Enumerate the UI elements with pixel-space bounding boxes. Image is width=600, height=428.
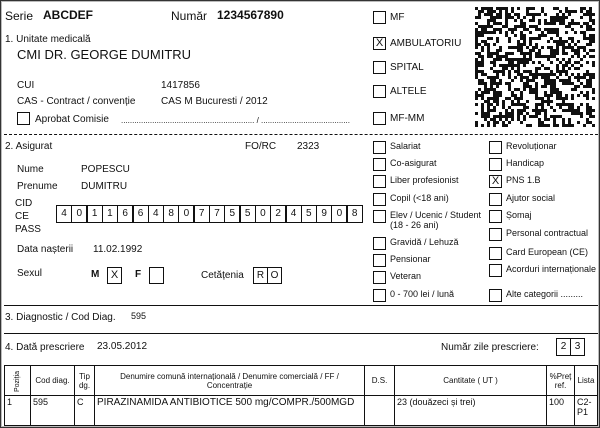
- category-item[interactable]: [373, 271, 483, 284]
- sex-f-checkbox[interactable]: [149, 267, 164, 284]
- col-header-denumire: Denumire comună internațională / Denumire comercială / FF / Concentrație: [95, 366, 365, 396]
- category-item[interactable]: [373, 175, 483, 188]
- serie-label: Serie: [5, 9, 34, 23]
- category-item[interactable]: [489, 264, 597, 277]
- sex-label: Sexul: [17, 268, 43, 279]
- pass-label: PASS: [15, 224, 41, 235]
- cell-pret-ref: 100: [547, 396, 575, 426]
- col-header-cod-diag: Cod diag.: [31, 366, 75, 396]
- cnp-digit: 5: [240, 205, 256, 223]
- table-header-row: [5, 366, 598, 396]
- citizenship-r-box[interactable]: R: [253, 267, 268, 284]
- category-item[interactable]: [373, 289, 483, 302]
- category-item[interactable]: [489, 158, 597, 171]
- table-row[interactable]: [5, 396, 598, 426]
- category-checkbox[interactable]: [373, 141, 386, 154]
- firstname-label: Prenume: [17, 181, 58, 192]
- category-label: Ajutor social: [506, 193, 556, 203]
- cnp-digit: 7: [209, 205, 225, 223]
- cnp-digit: 4: [286, 205, 302, 223]
- cell-tip-dg: C: [75, 396, 95, 426]
- category-checkbox[interactable]: [373, 237, 386, 250]
- numar-value: 1234567890: [217, 8, 284, 22]
- category-checkbox[interactable]: [373, 210, 386, 223]
- category-label: Revoluționar: [506, 141, 557, 151]
- category-label: PNS 1.B: [506, 175, 541, 185]
- category-item[interactable]: [373, 237, 483, 250]
- category-item[interactable]: [489, 228, 597, 241]
- category-checkbox[interactable]: [373, 193, 386, 206]
- barcode-2d-icon: [475, 7, 595, 127]
- birth-value: 11.02.1992: [93, 244, 143, 255]
- forc-value: 2323: [297, 141, 320, 152]
- insured-section-label: 2. Asigurat: [5, 141, 53, 152]
- unit-section-label: 1. Unitate medicală: [5, 34, 91, 45]
- category-checkbox[interactable]: [373, 158, 386, 171]
- category-item[interactable]: [489, 210, 597, 223]
- cell-cod-diag: 595: [31, 396, 75, 426]
- birth-label: Data nașterii: [17, 244, 74, 255]
- name-label: Nume: [17, 164, 44, 175]
- category-checkbox[interactable]: [489, 193, 502, 206]
- category-label: 0 - 700 lei / lună: [390, 289, 455, 299]
- cnp-digit: 0: [71, 205, 87, 223]
- numar-label: Număr: [171, 9, 208, 23]
- facility-mfmm-label: MF-MM: [390, 113, 425, 124]
- category-checkbox[interactable]: [489, 247, 502, 260]
- cnp-digit: 6: [133, 205, 149, 223]
- category-checkbox[interactable]: [489, 289, 502, 302]
- cas-label: CAS - Contract / convenție: [17, 96, 136, 107]
- cnp-digit: 2: [270, 205, 286, 223]
- category-label: Pensionar: [390, 254, 431, 264]
- category-label: Card European (CE): [506, 247, 589, 257]
- col-header-pret-ref: %Preț ref.: [547, 366, 575, 396]
- category-label: Gravidă / Lehuză: [390, 237, 459, 247]
- cnp-digit: 4: [148, 205, 164, 223]
- category-checkbox[interactable]: X: [489, 175, 502, 188]
- sex-m-checkbox[interactable]: X: [107, 267, 122, 284]
- category-item[interactable]: [373, 158, 483, 171]
- firstname-value: DUMITRU: [81, 181, 128, 192]
- cnp-digit: 0: [255, 205, 271, 223]
- prescription-date-value: 23.05.2012: [97, 341, 148, 352]
- ce-label: CE: [15, 211, 29, 222]
- col-header-tip-dg: Tip dg.: [75, 366, 95, 396]
- category-item[interactable]: [489, 193, 597, 206]
- citizenship-o-box[interactable]: O: [267, 267, 282, 284]
- category-checkbox[interactable]: [373, 271, 386, 284]
- cnp-digit: 5: [224, 205, 240, 223]
- category-item[interactable]: [373, 254, 483, 267]
- category-item[interactable]: [373, 193, 483, 206]
- category-checkbox[interactable]: [373, 175, 386, 188]
- prescription-date-label: 4. Dată prescriere: [5, 342, 85, 353]
- cnp-digit: 1: [87, 205, 103, 223]
- cnp-digit: 6: [117, 205, 133, 223]
- facility-mf-checkbox[interactable]: [373, 11, 386, 24]
- category-checkbox[interactable]: [373, 289, 386, 302]
- days-digit-2[interactable]: 3: [570, 338, 585, 356]
- sex-m-label: M: [91, 269, 100, 280]
- cell-ds: [365, 396, 395, 426]
- category-checkbox[interactable]: [489, 264, 502, 277]
- cnp-digit: 7: [194, 205, 210, 223]
- citizenship-label: Cetățenia: [201, 270, 244, 281]
- category-label: Elev / Ucenic / Student (18 - 26 ani): [390, 210, 482, 230]
- category-item[interactable]: [373, 210, 485, 230]
- col-header-lista: Lista: [575, 366, 598, 396]
- cnp-digit: 4: [56, 205, 72, 223]
- approved-checkbox[interactable]: [17, 112, 30, 125]
- category-label: Handicap: [506, 158, 545, 168]
- category-label: Copil (<18 ani): [390, 193, 449, 203]
- cell-position: 1: [5, 396, 31, 426]
- cnp-digit: 0: [331, 205, 347, 223]
- category-label: Personal contractual: [506, 228, 589, 238]
- cnp-digit: 0: [178, 205, 194, 223]
- facility-ambulatoriu-checkbox[interactable]: X: [373, 37, 386, 50]
- cui-label: CUI: [17, 80, 35, 91]
- category-label: Co-asigurat: [390, 158, 437, 168]
- category-checkbox[interactable]: [489, 210, 502, 223]
- facility-altele-checkbox[interactable]: [373, 85, 386, 98]
- facility-mf-label: MF: [390, 12, 405, 23]
- category-item[interactable]: [489, 141, 597, 154]
- sex-f-label: F: [135, 269, 142, 280]
- category-checkbox[interactable]: [489, 141, 502, 154]
- prescription-days-label: Număr zile prescriere:: [441, 342, 539, 353]
- cui-value: 1417856: [161, 80, 200, 91]
- facility-altele-label: ALTELE: [390, 86, 427, 97]
- cnp-digit: 8: [347, 205, 363, 223]
- col-header-ds: D.S.: [365, 366, 395, 396]
- name-value: POPESCU: [81, 164, 130, 175]
- category-label: Acorduri internaționale: [506, 264, 597, 274]
- facility-mfmm-checkbox[interactable]: [373, 112, 386, 125]
- category-item[interactable]: [489, 247, 597, 260]
- category-label: Veteran: [390, 271, 422, 281]
- divider-1: [4, 134, 598, 135]
- cell-quantity: 23 (douăzeci și trei): [395, 396, 547, 426]
- unit-name: CMI DR. GEORGE DUMITRU: [17, 47, 192, 62]
- serie-value: ABCDEF: [43, 8, 93, 22]
- cnp-digit: 9: [316, 205, 332, 223]
- cid-label: CID: [15, 198, 33, 209]
- category-item[interactable]: [373, 141, 483, 154]
- cnp-digit: 5: [301, 205, 317, 223]
- approved-label: Aprobat Comisie: [35, 114, 109, 125]
- facility-spital-label: SPITAL: [390, 62, 424, 73]
- facility-spital-checkbox[interactable]: [373, 61, 386, 74]
- category-label: Liber profesionist: [390, 175, 459, 185]
- cnp-digit: 8: [163, 205, 179, 223]
- cnp-digit: 1: [102, 205, 118, 223]
- forc-label: FO/RC: [245, 141, 277, 152]
- category-item[interactable]: [489, 289, 597, 302]
- category-label: Șomaj: [506, 210, 532, 220]
- approved-dots: ............................................................ / ........................................: [121, 116, 350, 125]
- category-checkbox[interactable]: [489, 158, 502, 171]
- category-label: Alte categorii .........: [506, 289, 584, 299]
- days-digit-1[interactable]: 2: [556, 338, 571, 356]
- cas-value: CAS M Bucuresti / 2012: [161, 96, 268, 107]
- divider-3: [4, 333, 598, 334]
- medication-table: [4, 365, 598, 426]
- cell-drug-name: PIRAZINAMIDA ANTIBIOTICE 500 mg/COMPR./500MGD: [95, 396, 365, 426]
- category-checkbox[interactable]: [489, 228, 502, 241]
- diagnostic-value: 595: [131, 311, 147, 321]
- category-label: Salariat: [390, 141, 421, 151]
- cell-lista: C2-P1: [575, 396, 598, 426]
- divider-2: [4, 305, 598, 306]
- facility-ambulatoriu-label: AMBULATORIU: [390, 38, 462, 49]
- category-item[interactable]: [489, 175, 597, 188]
- col-header-position: Poziția: [5, 366, 31, 396]
- col-header-cantitate: Cantitate ( UT ): [395, 366, 547, 396]
- category-checkbox[interactable]: [373, 254, 386, 267]
- diagnostic-label: 3. Diagnostic / Cod Diag.: [5, 312, 116, 323]
